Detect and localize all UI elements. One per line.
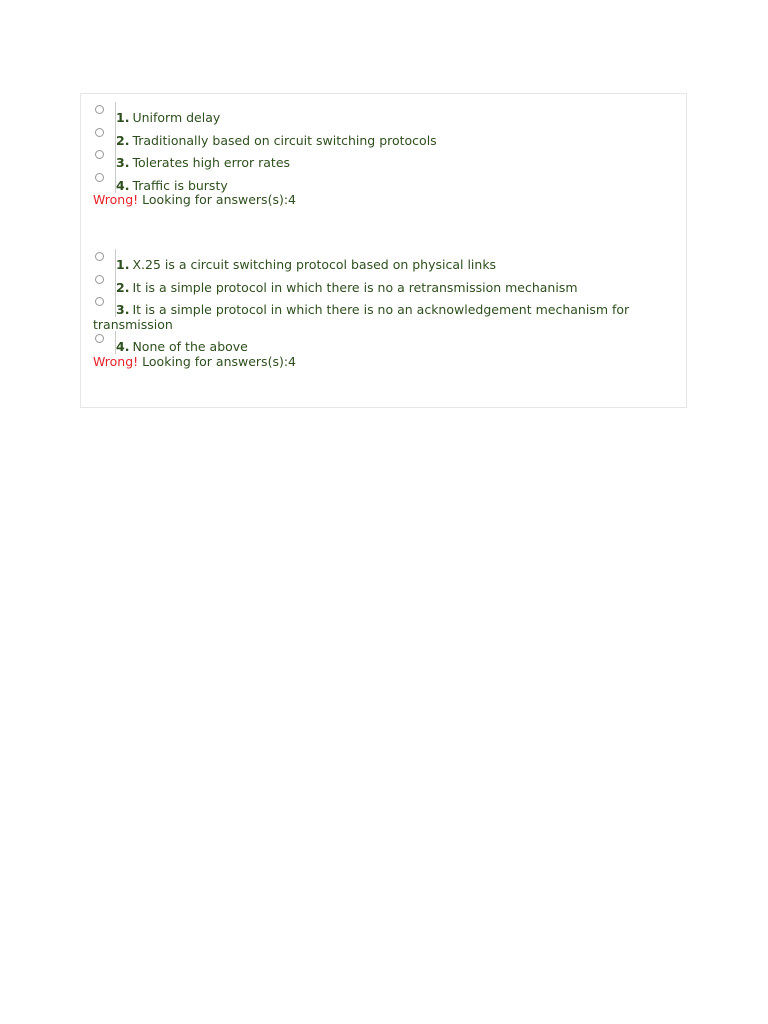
option-text: Traditionally based on circuit switching protocols — [132, 132, 437, 148]
radio-button[interactable] — [95, 173, 104, 182]
correct-answer-hint: Looking for answers(s):4 — [138, 353, 296, 369]
option-number: 4. — [116, 177, 130, 193]
quiz-panel — [80, 93, 687, 408]
option-1[interactable] — [93, 110, 668, 125]
wrong-label: Wrong! — [93, 192, 139, 208]
divider — [115, 147, 116, 170]
option-3[interactable] — [93, 155, 668, 170]
radio-button[interactable] — [95, 128, 104, 137]
question-2 — [93, 257, 668, 369]
option-number: 1. — [116, 257, 130, 272]
option-number: 2. — [116, 132, 130, 148]
divider — [115, 125, 116, 148]
wrong-label: Wrong! — [93, 353, 139, 369]
radio-button[interactable] — [95, 334, 104, 343]
option-2[interactable] — [93, 280, 668, 295]
radio-button[interactable] — [95, 275, 104, 284]
option-number: 3. — [116, 155, 130, 171]
divider — [115, 170, 116, 193]
divider — [115, 331, 116, 354]
option-4[interactable] — [93, 339, 668, 354]
option-text: It is a simple protocol in which there is no a retransmission mechanism — [132, 279, 578, 295]
option-3[interactable] — [93, 302, 668, 332]
answer-feedback — [93, 192, 668, 207]
divider — [115, 249, 116, 272]
divider — [115, 102, 116, 125]
option-1[interactable] — [93, 257, 668, 272]
option-number: 3. — [116, 302, 130, 318]
option-4[interactable] — [93, 178, 668, 193]
radio-button[interactable] — [95, 297, 104, 306]
option-text: Uniform delay — [132, 110, 221, 125]
option-text: X.25 is a circuit switching protocol based on physical links — [132, 257, 497, 272]
correct-answer-hint: Looking for answers(s):4 — [138, 192, 296, 208]
option-number: 1. — [116, 110, 130, 125]
option-text: Tolerates high error rates — [132, 155, 291, 171]
option-number: 4. — [116, 339, 130, 355]
option-text: Traffic is bursty — [132, 177, 228, 193]
answer-feedback — [93, 354, 668, 369]
option-number: 2. — [116, 279, 130, 295]
radio-button[interactable] — [95, 105, 104, 114]
divider — [115, 294, 116, 317]
divider — [115, 272, 116, 295]
option-2[interactable] — [93, 133, 668, 148]
radio-button[interactable] — [95, 252, 104, 261]
option-text: It is a simple protocol in which there is no an acknowledgement mechanism for transmission — [93, 302, 630, 333]
radio-button[interactable] — [95, 150, 104, 159]
question-1 — [93, 110, 668, 207]
option-text: None of the above — [132, 339, 248, 355]
